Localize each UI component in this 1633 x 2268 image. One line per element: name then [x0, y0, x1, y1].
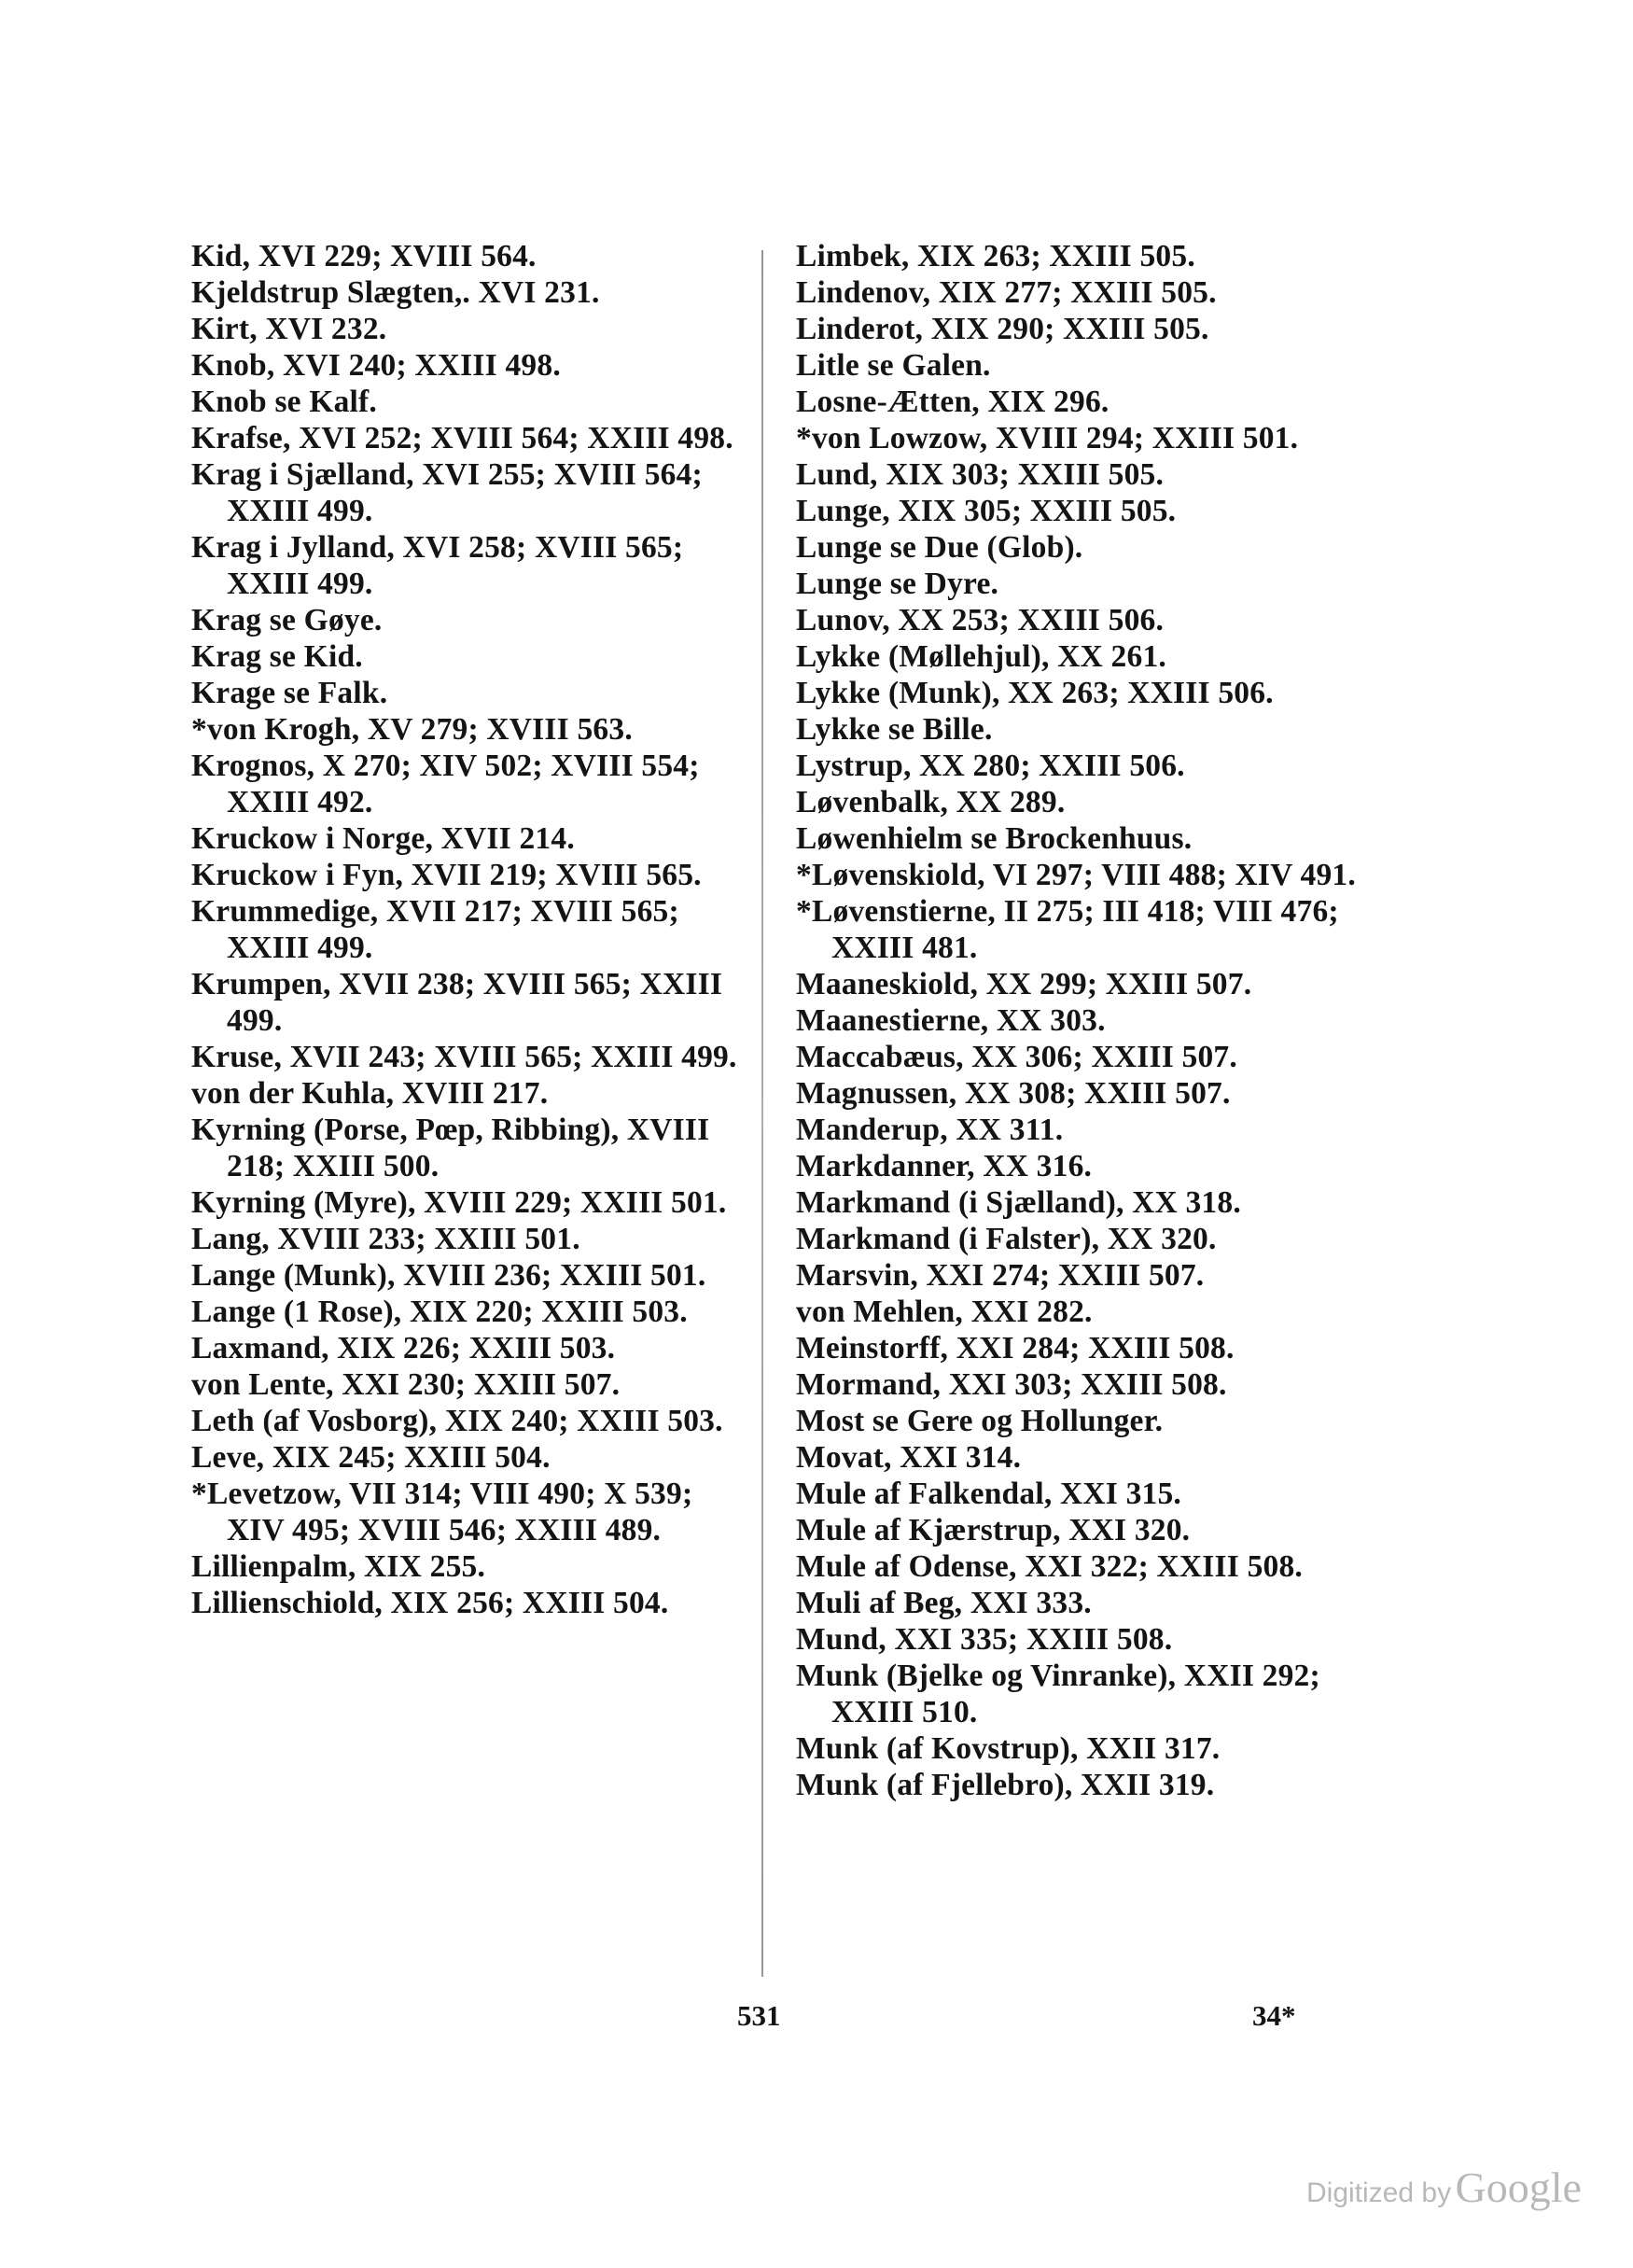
- index-entry: Krag se Kid.: [191, 639, 363, 674]
- index-entry: Knob, XVI 240; XXIII 498.: [191, 348, 561, 383]
- index-entry: Krafse, XVI 252; XVIII 564; XXIII 498.: [191, 421, 733, 455]
- index-entry: Leth (af Vosborg), XIX 240; XXIII 503.: [191, 1404, 723, 1438]
- index-entry: Kjeldstrup Slægten,. XVI 231.: [191, 275, 600, 310]
- index-entry: Munk (af Fjellebro), XXII 319.: [796, 1768, 1215, 1802]
- index-entry: Kruckow i Norge, XVII 214.: [191, 821, 575, 856]
- index-entry: Kruse, XVII 243; XVIII 565; XXIII 499.: [191, 1040, 737, 1074]
- index-entry: Mule af Odense, XXI 322; XXIII 508.: [796, 1549, 1303, 1584]
- index-entry: Knob se Kalf.: [191, 385, 377, 419]
- index-entry: Losne-Ætten, XIX 296.: [796, 385, 1110, 419]
- index-entry: Krumpen, XVII 238; XVIII 565; XXIII 499.: [191, 967, 723, 1038]
- index-entry: Krummedige, XVII 217; XVIII 565; XXIII 499.: [191, 894, 679, 965]
- index-entry: Lund, XIX 303; XXIII 505.: [796, 457, 1165, 492]
- index-column-left: [191, 238, 751, 1621]
- index-entry: Maanestierne, XX 303.: [796, 1003, 1106, 1038]
- index-entry: Lykke (Munk), XX 263; XXIII 506.: [796, 676, 1274, 710]
- index-entry: Lunov, XX 253; XXIII 506.: [796, 603, 1165, 637]
- watermark-brand: Google: [1455, 2163, 1582, 2211]
- index-entry: Krognos, X 270; XIV 502; XVIII 554; XXIII 492.: [191, 749, 700, 819]
- index-entry: Løvenbalk, XX 289.: [796, 785, 1066, 819]
- index-entry: Lystrup, XX 280; XXIII 506.: [796, 749, 1185, 783]
- index-entry: Muli af Beg, XXI 333.: [796, 1586, 1092, 1620]
- index-entry: Markdanner, XX 316.: [796, 1149, 1093, 1183]
- index-entry: Magnussen, XX 308; XXIII 507.: [796, 1076, 1231, 1111]
- index-entry: Kruckow i Fyn, XVII 219; XVIII 565.: [191, 858, 702, 892]
- index-entry: Krage se Falk.: [191, 676, 388, 710]
- index-entry: Manderup, XX 311.: [796, 1113, 1064, 1147]
- index-entry: Maccabæus, XX 306; XXIII 507.: [796, 1040, 1237, 1074]
- index-entry: Lang, XVIII 233; XXIII 501.: [191, 1222, 580, 1256]
- index-entry: Krag i Jylland, XVI 258; XVIII 565; XXIII 499.: [191, 530, 684, 601]
- watermark-prefix: Digitized by: [1306, 2177, 1452, 2208]
- index-entry: Linderot, XIX 290; XXIII 505.: [796, 312, 1209, 346]
- index-entry: Lillienschiold, XIX 256; XXIII 504.: [191, 1586, 669, 1620]
- index-entry: Litle se Galen.: [796, 348, 991, 383]
- index-entry: Maaneskiold, XX 299; XXIII 507.: [796, 967, 1252, 1001]
- index-entry: Laxmand, XIX 226; XXIII 503.: [191, 1331, 616, 1365]
- index-entry: Lillienpalm, XIX 255.: [191, 1549, 486, 1584]
- index-entry: Mormand, XXI 303; XXIII 508.: [796, 1367, 1227, 1402]
- index-entry: Kyrning (Myre), XVIII 229; XXIII 501.: [191, 1185, 727, 1220]
- index-entry: Lunge se Dyre.: [796, 567, 999, 601]
- index-entry: *von Lowzow, XVIII 294; XXIII 501.: [796, 421, 1299, 455]
- index-entry: von Lente, XXI 230; XXIII 507.: [191, 1367, 621, 1402]
- index-entry: Marsvin, XXI 274; XXIII 507.: [796, 1258, 1205, 1293]
- index-column-right: [796, 238, 1356, 1803]
- index-entry: Most se Gere og Hollunger.: [796, 1404, 1164, 1438]
- index-entry: Lykke (Møllehjul), XX 261.: [796, 639, 1166, 674]
- index-entry: Munk (Bjelke og Vinranke), XXII 292; XXIII 510.: [796, 1659, 1320, 1729]
- index-entry: Lindenov, XIX 277; XXIII 505.: [796, 275, 1217, 310]
- index-entry: Kirt, XVI 232.: [191, 312, 387, 346]
- digitized-by-watermark: [1306, 2163, 1582, 2212]
- index-entry: Lunge se Due (Glob).: [796, 530, 1083, 565]
- index-entry: *Levetzow, VII 314; VIII 490; X 539; XIV 495; XVIII 546; XXIII 489.: [191, 1477, 693, 1547]
- index-entry: Markmand (i Sjælland), XX 318.: [796, 1185, 1241, 1220]
- index-entry: Løwenhielm se Brockenhuus.: [796, 821, 1193, 856]
- index-entry: Lange (Munk), XVIII 236; XXIII 501.: [191, 1258, 706, 1293]
- index-entry: von Mehlen, XXI 282.: [796, 1295, 1093, 1329]
- index-entry: Lange (1 Rose), XIX 220; XXIII 503.: [191, 1295, 688, 1329]
- signature-mark: 34*: [1252, 1999, 1296, 2032]
- index-entry: Lykke se Bille.: [796, 712, 993, 747]
- index-entry: Munk (af Kovstrup), XXII 317.: [796, 1731, 1221, 1766]
- page-number: 531: [737, 1999, 781, 2032]
- column-divider: [761, 250, 763, 1977]
- index-entry: Krag se Gøye.: [191, 603, 383, 637]
- index-entry: Limbek, XIX 263; XXIII 505.: [796, 239, 1195, 273]
- index-entry: *Løvenskiold, VI 297; VIII 488; XIV 491.: [796, 858, 1356, 892]
- index-entry: Krag i Sjælland, XVI 255; XVIII 564; XXIII 499.: [191, 457, 703, 528]
- index-entry: Lunge, XIX 305; XXIII 505.: [796, 494, 1177, 528]
- index-entry: Mule af Kjærstrup, XXI 320.: [796, 1513, 1191, 1547]
- index-entry: Meinstorff, XXI 284; XXIII 508.: [796, 1331, 1235, 1365]
- index-entry: Leve, XIX 245; XXIII 504.: [191, 1440, 551, 1475]
- index-entry: *von Krogh, XV 279; XVIII 563.: [191, 712, 633, 747]
- index-entry: Mund, XXI 335; XXIII 508.: [796, 1622, 1173, 1657]
- index-entry: Markmand (i Falster), XX 320.: [796, 1222, 1217, 1256]
- index-entry: Kyrning (Porse, Pœp, Ribbing), XVIII 218; XXIII 500.: [191, 1113, 710, 1183]
- index-entry: Movat, XXI 314.: [796, 1440, 1022, 1475]
- index-entry: von der Kuhla, XVIII 217.: [191, 1076, 549, 1111]
- index-entry: Kid, XVI 229; XVIII 564.: [191, 239, 537, 273]
- index-entry: *Løvenstierne, II 275; III 418; VIII 476; XXIII 481.: [796, 894, 1339, 965]
- index-entry: Mule af Falkendal, XXI 315.: [796, 1477, 1181, 1511]
